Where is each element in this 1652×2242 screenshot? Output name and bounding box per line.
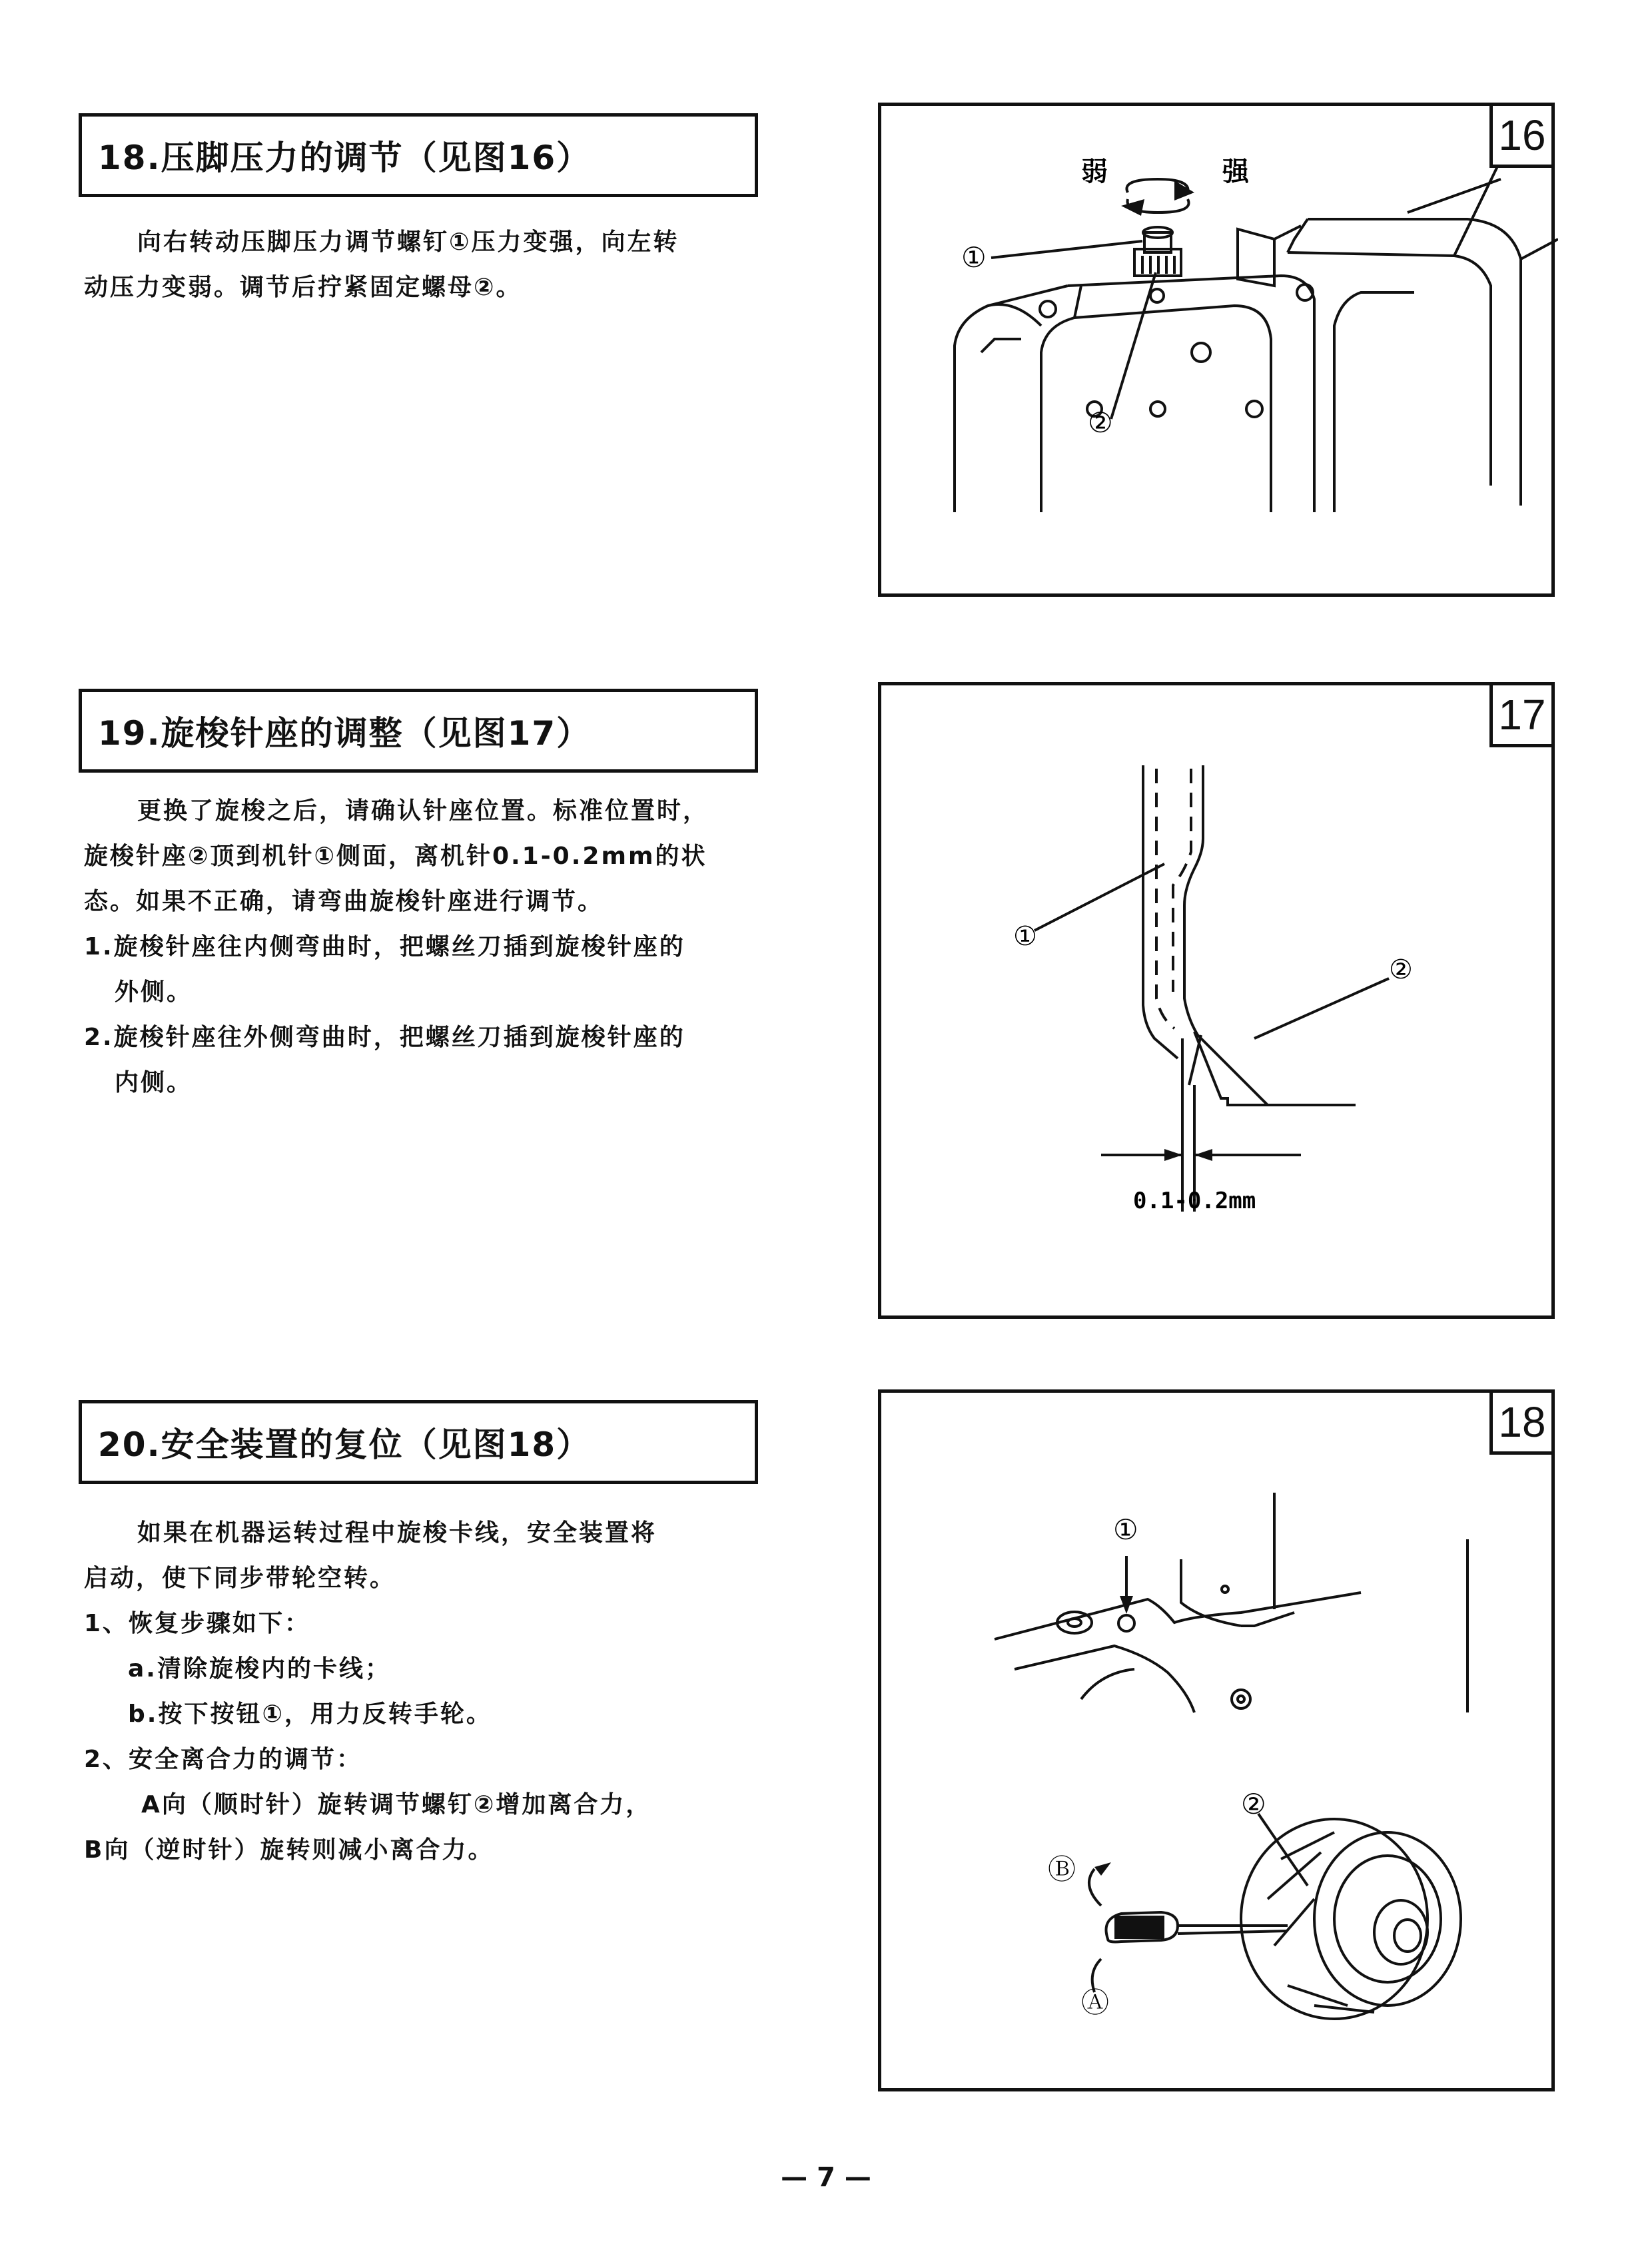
section-20-body (84, 1511, 790, 1873)
section-20-title (79, 1400, 758, 1484)
callout-2: ② (1088, 406, 1113, 439)
page-number: — 7 — (781, 2162, 871, 2193)
figure-18-drawing (881, 1393, 1558, 2095)
figure-18 (878, 1389, 1555, 2091)
section-20-line: a.清除旋梭内的卡线； (128, 1655, 391, 1682)
callout-a: Ⓐ (1081, 1986, 1110, 2019)
figure-number: 17 (1489, 682, 1555, 747)
figure-16 (878, 103, 1555, 597)
section-20-line: B向（逆时针）旋转则减小离合力。 (84, 1836, 494, 1864)
section-20-line: 启动，使下同步带轮空转。 (84, 1565, 396, 1592)
section-20-line: 如果在机器运转过程中旋梭卡线，安全装置将 (137, 1519, 657, 1547)
weak-label: 弱 (1081, 157, 1108, 187)
callout-1: ① (961, 241, 987, 274)
dimension-label: 0.1-0.2mm (1133, 1188, 1256, 1214)
section-20-title-text: 20.安全装置的复位（见图18） (98, 1425, 592, 1464)
section-18-line: 动压力变弱。调节后拧紧固定螺母②。 (84, 274, 522, 301)
section-19-title (79, 689, 758, 773)
section-18-title (79, 113, 758, 197)
section-20-line: 2、安全离合力的调节： (84, 1746, 363, 1773)
section-19-title-text: 19.旋梭针座的调整（见图17） (98, 714, 592, 753)
section-20-line: 1、恢复步骤如下： (84, 1610, 311, 1637)
section-19-line: 旋梭针座②顶到机针①侧面，离机针0.1-0.2mm的状 (84, 843, 707, 870)
callout-2: ② (1389, 954, 1413, 985)
callout-2: ② (1241, 1788, 1266, 1820)
figure-number: 16 (1489, 103, 1555, 168)
section-19-line: 更换了旋梭之后，请确认针座位置。标准位置时， (137, 797, 709, 825)
section-19-line: 态。如果不正确，请弯曲旋梭针座进行调节。 (84, 888, 604, 915)
section-20-line: A向（顺时针）旋转调节螺钉②增加离合力， (141, 1791, 652, 1818)
section-19-line: 1.旋梭针座往内侧弯曲时，把螺丝刀插到旋梭针座的 (84, 933, 685, 960)
callout-1: ① (1013, 921, 1037, 952)
callout-1: ① (1113, 1513, 1138, 1546)
figure-16-drawing (881, 106, 1558, 600)
callout-b: Ⓑ (1048, 1853, 1076, 1886)
section-19-line: 2.旋梭针座往外侧弯曲时，把螺丝刀插到旋梭针座的 (84, 1024, 685, 1051)
section-19-line: 内侧。 (115, 1069, 193, 1096)
section-18-title-text: 18.压脚压力的调节（见图16） (98, 139, 592, 177)
section-20-line: b.按下按钮①，用力反转手轮。 (128, 1700, 492, 1728)
section-18-body (84, 220, 790, 310)
section-19-line: 外侧。 (115, 978, 193, 1006)
figure-number: 18 (1489, 1389, 1555, 1455)
section-19-body (84, 789, 790, 1106)
section-18-line: 向右转动压脚压力调节螺钉①压力变强，向左转 (137, 228, 679, 256)
figure-17-drawing (881, 685, 1558, 1322)
strong-label: 强 (1222, 157, 1249, 187)
figure-17 (878, 682, 1555, 1319)
